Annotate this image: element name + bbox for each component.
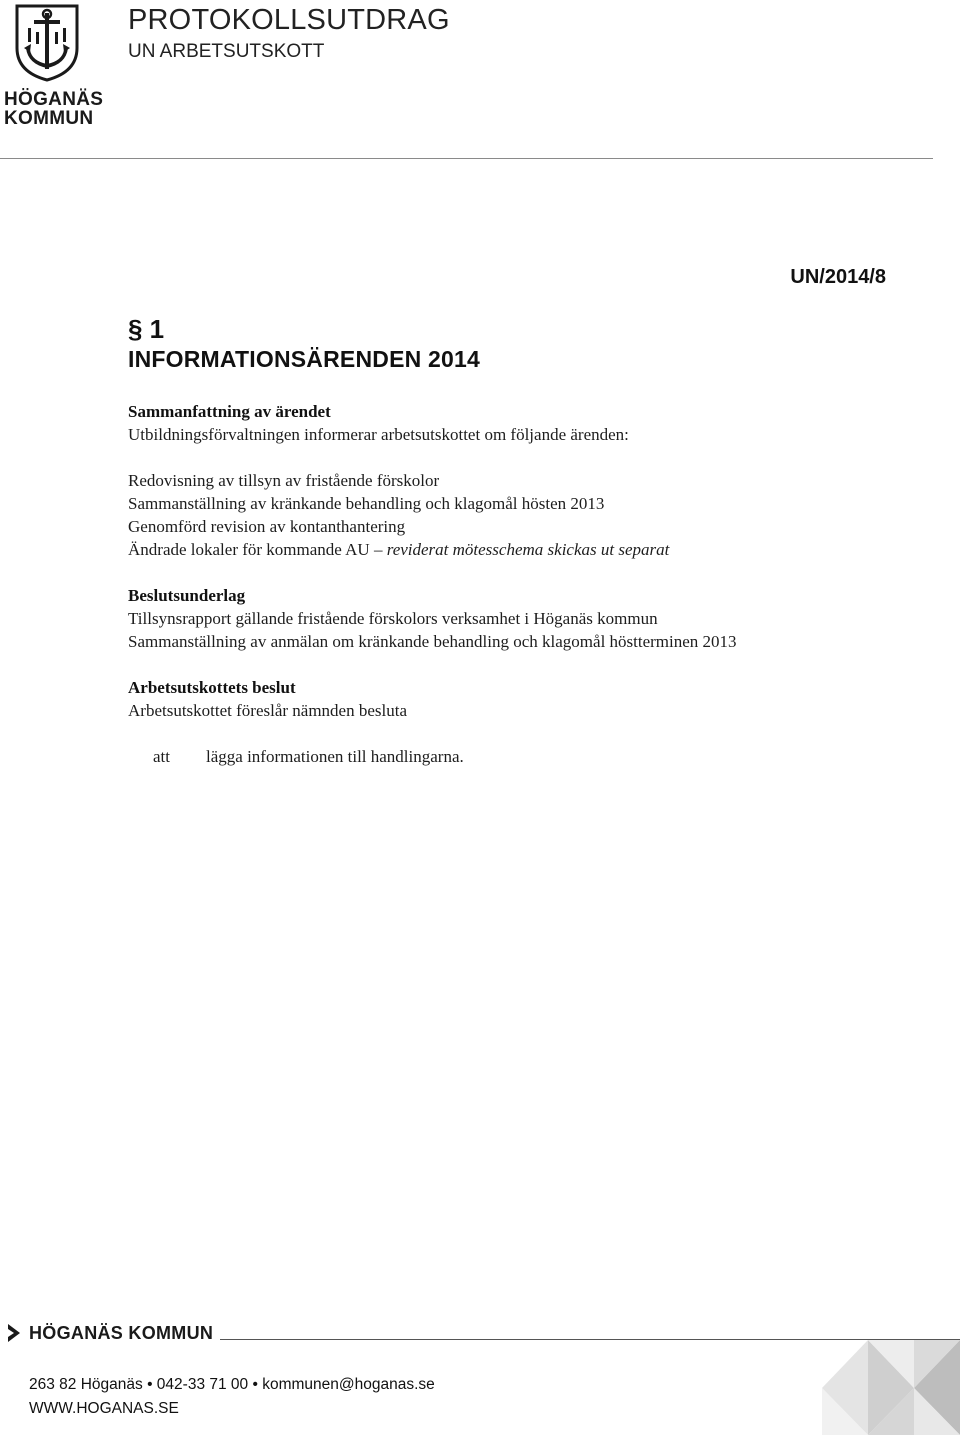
header-divider <box>0 158 933 159</box>
list-item: Redovisning av tillsyn av fristående förskolor <box>128 471 440 490</box>
decision-basis-heading: Beslutsunderlag <box>128 586 246 605</box>
decorative-triangles-graphic <box>822 1340 960 1435</box>
summary-heading: Sammanfattning av ärendet <box>128 402 331 421</box>
list-item-text: Ändrade lokaler för kommande AU – <box>128 540 387 559</box>
paragraph-title: INFORMATIONSÄRENDEN 2014 <box>128 346 480 372</box>
summary-section <box>128 400 908 446</box>
list-item <box>128 538 908 561</box>
summary-text: Utbildningsförvaltningen informerar arbetsutskottet om följande ärenden: <box>128 425 629 444</box>
decision-heading: Arbetsutskottets beslut <box>128 678 296 697</box>
decision-section <box>128 676 908 722</box>
matters-list <box>128 469 908 561</box>
list-item: Genomförd revision av kontanthantering <box>128 517 406 536</box>
decision-basis-section <box>128 584 908 653</box>
logo-wordmark <box>4 90 103 128</box>
decision-clause <box>153 745 464 768</box>
footer-website: WWW.HOGANAS.SE <box>29 1400 179 1417</box>
arrow-right-icon <box>7 1324 21 1342</box>
paragraph-number: § 1 <box>128 314 165 344</box>
case-number: UN/2014/8 <box>790 266 886 288</box>
decision-text: Arbetsutskottet föreslår nämnden besluta <box>128 701 408 720</box>
document-subtitle: UN ARBETSUTSKOTT <box>128 41 325 62</box>
municipal-seal-icon <box>14 4 80 82</box>
logo-line-2: KOMMUN <box>4 108 94 129</box>
list-item: Sammanställning av kränkande behandling och klagomål hösten 2013 <box>128 494 605 513</box>
decision-clause-text: lägga informationen till handlingarna. <box>206 747 464 766</box>
logo-line-1: HÖGANÄS <box>4 89 104 110</box>
decision-clause-keyword: att <box>153 747 170 766</box>
document-title: PROTOKOLLSUTDRAG <box>128 4 450 36</box>
decision-basis-item: Sammanställning av anmälan om kränkande behandling och klagomål höstterminen 2013 <box>128 632 737 651</box>
footer-organization: HÖGANÄS KOMMUN <box>29 1323 214 1343</box>
list-item-note: reviderat mötesschema skickas ut separat <box>386 540 670 559</box>
footer-contact: 263 82 Höganäs • 042-33 71 00 • kommunen@hoganas.se <box>29 1376 435 1393</box>
decision-basis-item: Tillsynsrapport gällande fristående förskolors verksamhet i Höganäs kommun <box>128 609 658 628</box>
